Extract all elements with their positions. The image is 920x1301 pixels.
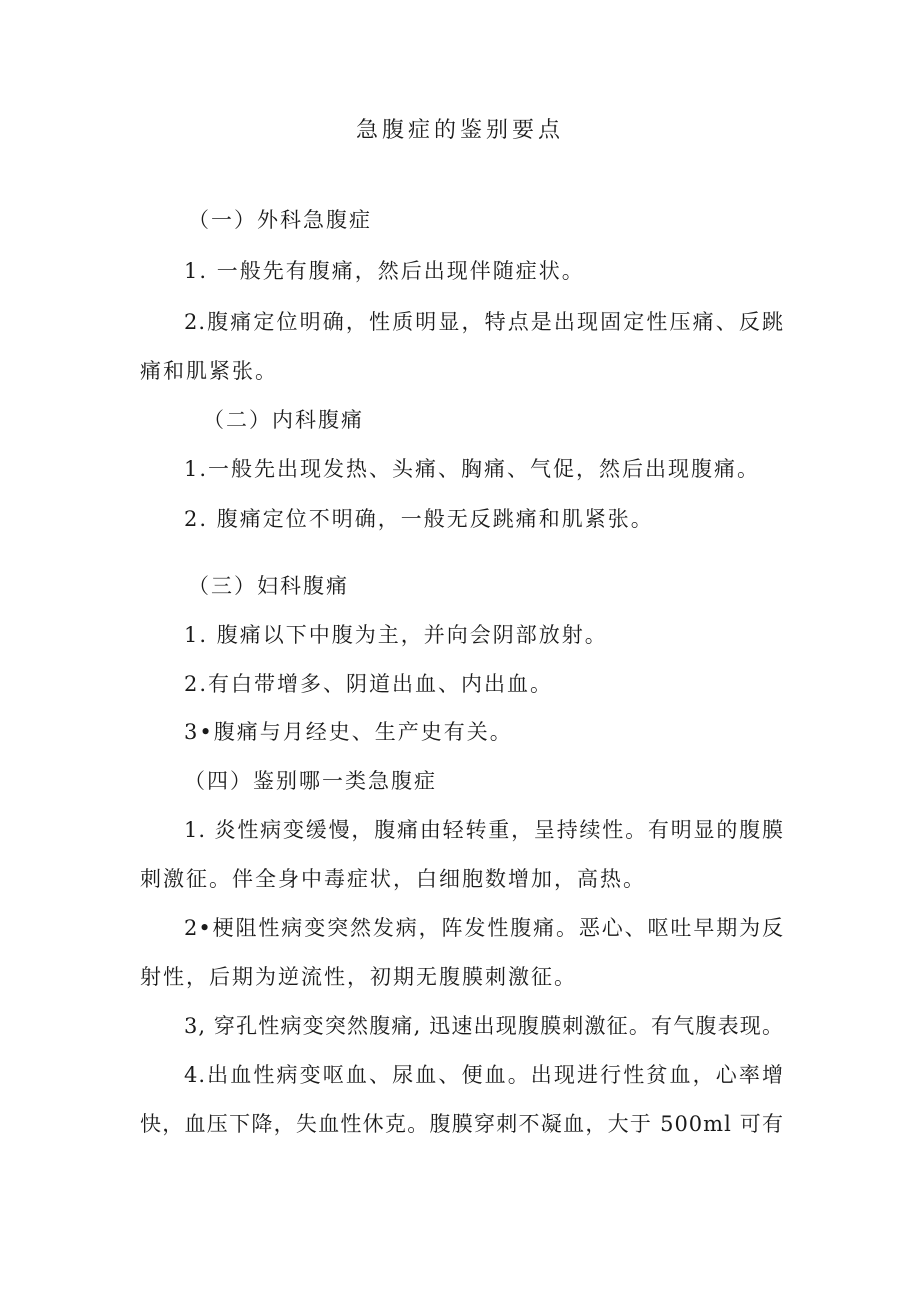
section-heading-surgical: （一）外科急腹症	[188, 208, 372, 232]
paragraph-line: 2. 腹痛定位不明确，一般无反跳痛和肌紧张。	[184, 507, 654, 531]
paragraph-line: 2•梗阻性病变突然发病，阵发性腹痛。恶心、呕吐早期为反	[184, 916, 784, 940]
paragraph-line: 快，血压下降，失血性休克。腹膜穿刺不凝血，大于 500ml 可有	[140, 1112, 784, 1136]
paragraph-line: 1. 腹痛以下中腹为主，并向会阴部放射。	[184, 623, 608, 647]
paragraph-line: 2.有白带增多、阴道出血、内出血。	[184, 672, 554, 696]
section-heading-gynecology: （三）妇科腹痛	[188, 574, 349, 598]
paragraph-line: 1.一般先出现发热、头痛、胸痛、气促，然后出现腹痛。	[184, 457, 761, 481]
paragraph-line: 2.腹痛定位明确，性质明显，特点是出现固定性压痛、反跳	[184, 310, 784, 334]
section-heading-internal: （二）内科腹痛	[203, 408, 364, 432]
paragraph-line: 1. 一般先有腹痛，然后出现伴随症状。	[184, 259, 585, 283]
paragraph-line: 射性，后期为逆流性，初期无腹膜刺激征。	[140, 965, 577, 989]
document-title: 急腹症的鉴别要点	[355, 118, 564, 143]
paragraph-line: 3, 穿孔性病变突然腹痛, 迅速出现腹膜刺激征。有气腹表现。	[184, 1014, 784, 1038]
section-heading-identify: （四）鉴别哪一类急腹症	[184, 769, 437, 793]
paragraph-line: 1. 炎性病变缓慢，腹痛由轻转重，呈持续性。有明显的腹膜	[184, 818, 784, 842]
paragraph-line: 刺激征。伴全身中毒症状，白细胞数增加，高热。	[140, 867, 646, 891]
paragraph-line: 痛和肌紧张。	[140, 359, 278, 383]
paragraph-line: 3•腹痛与月经史、生产史有关。	[184, 720, 513, 744]
paragraph-line: 4.出血性病变呕血、尿血、便血。出现进行性贫血，心率增	[184, 1063, 784, 1087]
